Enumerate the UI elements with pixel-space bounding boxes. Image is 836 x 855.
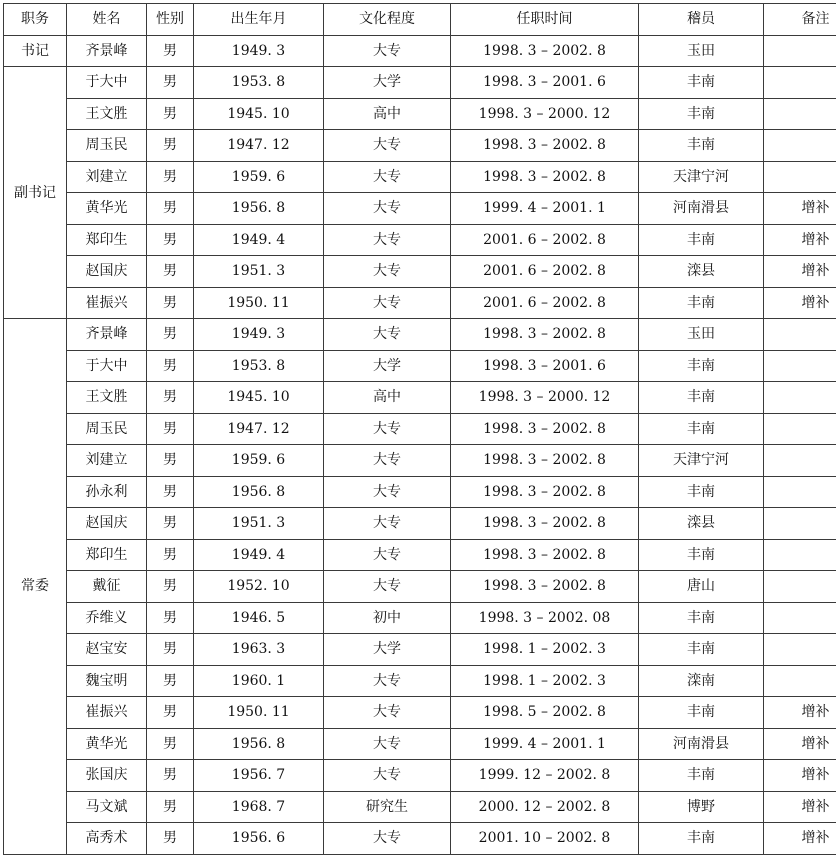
cell-education: 大专 xyxy=(324,760,451,792)
cell-education: 大专 xyxy=(324,224,451,256)
cell-education: 大专 xyxy=(324,256,451,288)
header-gender: 性别 xyxy=(147,4,194,36)
cell-gender: 男 xyxy=(147,728,194,760)
cell-note xyxy=(764,67,836,99)
cell-term: 1998. 3 – 2002. 08 xyxy=(451,602,639,634)
cell-education: 大学 xyxy=(324,67,451,99)
cell-name: 崔振兴 xyxy=(67,697,147,729)
table-header xyxy=(4,4,836,36)
cell-education: 大学 xyxy=(324,634,451,666)
cell-origin: 丰南 xyxy=(639,130,764,162)
cell-education: 高中 xyxy=(324,382,451,414)
cell-birth: 1956. 7 xyxy=(194,760,324,792)
cell-term: 1998. 3 – 2002. 8 xyxy=(451,571,639,603)
cell-origin: 丰南 xyxy=(639,224,764,256)
cell-origin: 滦南 xyxy=(639,665,764,697)
cell-origin: 丰南 xyxy=(639,98,764,130)
cell-term: 1998. 3 – 2001. 6 xyxy=(451,350,639,382)
cell-gender: 男 xyxy=(147,571,194,603)
cell-origin: 丰南 xyxy=(639,67,764,99)
cell-note xyxy=(764,98,836,130)
cell-term: 2000. 12 – 2002. 8 xyxy=(451,791,639,823)
cell-note: 增补 xyxy=(764,791,836,823)
cell-term: 1998. 3 – 2002. 8 xyxy=(451,413,639,445)
cell-note: 增补 xyxy=(764,256,836,288)
cell-gender: 男 xyxy=(147,382,194,414)
cell-origin: 丰南 xyxy=(639,382,764,414)
table-row xyxy=(4,445,836,477)
table-row xyxy=(4,697,836,729)
header-note: 备注 xyxy=(764,4,836,36)
cell-gender: 男 xyxy=(147,760,194,792)
cell-origin: 滦县 xyxy=(639,256,764,288)
cell-education: 大专 xyxy=(324,161,451,193)
table-row xyxy=(4,728,836,760)
cell-term: 2001. 6 – 2002. 8 xyxy=(451,224,639,256)
cell-term: 2001. 10 – 2002. 8 xyxy=(451,823,639,855)
cell-note xyxy=(764,382,836,414)
table-row xyxy=(4,476,836,508)
cell-origin: 丰南 xyxy=(639,602,764,634)
cell-name: 齐景峰 xyxy=(67,319,147,351)
cell-name: 赵宝安 xyxy=(67,634,147,666)
cell-term: 1998. 3 – 2002. 8 xyxy=(451,35,639,67)
table-row xyxy=(4,665,836,697)
cell-education: 大专 xyxy=(324,130,451,162)
cell-note xyxy=(764,413,836,445)
cell-note xyxy=(764,634,836,666)
cell-name: 孙永利 xyxy=(67,476,147,508)
cell-name: 刘建立 xyxy=(67,161,147,193)
cell-note: 增补 xyxy=(764,193,836,225)
cell-gender: 男 xyxy=(147,98,194,130)
cell-birth: 1960. 1 xyxy=(194,665,324,697)
cell-origin: 丰南 xyxy=(639,350,764,382)
cell-term: 1998. 3 – 2002. 8 xyxy=(451,508,639,540)
cell-name: 齐景峰 xyxy=(67,35,147,67)
cell-education: 大专 xyxy=(324,413,451,445)
cell-birth: 1952. 10 xyxy=(194,571,324,603)
cell-name: 崔振兴 xyxy=(67,287,147,319)
header-row xyxy=(4,4,836,36)
cell-gender: 男 xyxy=(147,823,194,855)
cell-name: 于大中 xyxy=(67,350,147,382)
cell-education: 大专 xyxy=(324,319,451,351)
cell-term: 1998. 3 – 2002. 8 xyxy=(451,539,639,571)
cell-origin: 丰南 xyxy=(639,697,764,729)
cell-origin: 丰南 xyxy=(639,413,764,445)
cell-note xyxy=(764,445,836,477)
roster-document xyxy=(3,3,836,855)
header-name: 姓名 xyxy=(67,4,147,36)
cell-gender: 男 xyxy=(147,634,194,666)
cell-origin: 博野 xyxy=(639,791,764,823)
cell-role: 副书记 xyxy=(4,67,67,319)
cell-note xyxy=(764,161,836,193)
cell-birth: 1963. 3 xyxy=(194,634,324,666)
cell-education: 大学 xyxy=(324,350,451,382)
cell-term: 1998. 3 – 2001. 6 xyxy=(451,67,639,99)
cell-term: 1998. 3 – 2000. 12 xyxy=(451,382,639,414)
header-education: 文化程度 xyxy=(324,4,451,36)
cell-name: 魏宝明 xyxy=(67,665,147,697)
cell-term: 2001. 6 – 2002. 8 xyxy=(451,287,639,319)
cell-term: 1998. 3 – 2002. 8 xyxy=(451,130,639,162)
cell-birth: 1956. 6 xyxy=(194,823,324,855)
cell-term: 1999. 12 – 2002. 8 xyxy=(451,760,639,792)
cell-note xyxy=(764,539,836,571)
cell-birth: 1949. 3 xyxy=(194,319,324,351)
cell-name: 王文胜 xyxy=(67,98,147,130)
cell-education: 大专 xyxy=(324,728,451,760)
cell-note: 增补 xyxy=(764,287,836,319)
cell-birth: 1968. 7 xyxy=(194,791,324,823)
cell-name: 赵国庆 xyxy=(67,508,147,540)
cell-name: 戴征 xyxy=(67,571,147,603)
cell-gender: 男 xyxy=(147,602,194,634)
cell-origin: 丰南 xyxy=(639,287,764,319)
table-row xyxy=(4,130,836,162)
cell-gender: 男 xyxy=(147,256,194,288)
cell-birth: 1949. 3 xyxy=(194,35,324,67)
cell-origin: 天津宁河 xyxy=(639,445,764,477)
cell-term: 1999. 4 – 2001. 1 xyxy=(451,728,639,760)
cell-name: 马文斌 xyxy=(67,791,147,823)
cell-term: 1998. 3 – 2002. 8 xyxy=(451,319,639,351)
cell-gender: 男 xyxy=(147,476,194,508)
cell-origin: 丰南 xyxy=(639,476,764,508)
cell-birth: 1959. 6 xyxy=(194,445,324,477)
cell-birth: 1956. 8 xyxy=(194,476,324,508)
cell-gender: 男 xyxy=(147,161,194,193)
cell-education: 大专 xyxy=(324,476,451,508)
table-row xyxy=(4,760,836,792)
cell-note xyxy=(764,35,836,67)
table-row xyxy=(4,98,836,130)
table-row xyxy=(4,791,836,823)
cell-term: 1998. 3 – 2002. 8 xyxy=(451,476,639,508)
cell-name: 赵国庆 xyxy=(67,256,147,288)
cell-name: 郑印生 xyxy=(67,539,147,571)
cell-name: 郑印生 xyxy=(67,224,147,256)
cell-origin: 河南滑县 xyxy=(639,193,764,225)
cell-gender: 男 xyxy=(147,224,194,256)
table-row xyxy=(4,35,836,67)
cell-gender: 男 xyxy=(147,193,194,225)
cell-term: 1998. 3 – 2002. 8 xyxy=(451,161,639,193)
cell-birth: 1950. 11 xyxy=(194,287,324,319)
table-row xyxy=(4,823,836,855)
table-row xyxy=(4,193,836,225)
cell-name: 刘建立 xyxy=(67,445,147,477)
cell-education: 大专 xyxy=(324,35,451,67)
cell-education: 大专 xyxy=(324,539,451,571)
cell-note xyxy=(764,319,836,351)
cell-gender: 男 xyxy=(147,350,194,382)
cell-origin: 滦县 xyxy=(639,508,764,540)
cell-name: 周玉民 xyxy=(67,413,147,445)
cell-education: 研究生 xyxy=(324,791,451,823)
table-body xyxy=(4,35,836,854)
cell-term: 1998. 3 – 2000. 12 xyxy=(451,98,639,130)
cell-gender: 男 xyxy=(147,539,194,571)
roster-table xyxy=(3,3,836,855)
cell-birth: 1951. 3 xyxy=(194,256,324,288)
cell-note xyxy=(764,130,836,162)
table-row xyxy=(4,382,836,414)
table-row xyxy=(4,350,836,382)
table-row xyxy=(4,287,836,319)
cell-birth: 1951. 3 xyxy=(194,508,324,540)
cell-origin: 天津宁河 xyxy=(639,161,764,193)
cell-term: 1998. 3 – 2002. 8 xyxy=(451,445,639,477)
table-row xyxy=(4,571,836,603)
header-origin: 稽员 xyxy=(639,4,764,36)
cell-birth: 1945. 10 xyxy=(194,98,324,130)
cell-education: 大专 xyxy=(324,697,451,729)
cell-name: 乔维义 xyxy=(67,602,147,634)
cell-name: 张国庆 xyxy=(67,760,147,792)
cell-note: 增补 xyxy=(764,697,836,729)
table-row xyxy=(4,256,836,288)
table-row xyxy=(4,634,836,666)
cell-term: 1998. 1 – 2002. 3 xyxy=(451,665,639,697)
cell-gender: 男 xyxy=(147,319,194,351)
cell-role: 常委 xyxy=(4,319,67,855)
cell-note xyxy=(764,602,836,634)
cell-education: 大专 xyxy=(324,445,451,477)
cell-birth: 1953. 8 xyxy=(194,67,324,99)
cell-note xyxy=(764,350,836,382)
cell-gender: 男 xyxy=(147,413,194,445)
table-row xyxy=(4,161,836,193)
table-row xyxy=(4,319,836,351)
cell-origin: 玉田 xyxy=(639,35,764,67)
cell-name: 黄华光 xyxy=(67,193,147,225)
cell-origin: 玉田 xyxy=(639,319,764,351)
cell-gender: 男 xyxy=(147,791,194,823)
cell-birth: 1947. 12 xyxy=(194,130,324,162)
cell-education: 大专 xyxy=(324,665,451,697)
cell-origin: 丰南 xyxy=(639,823,764,855)
table-row xyxy=(4,413,836,445)
header-term: 任职时间 xyxy=(451,4,639,36)
cell-origin: 河南滑县 xyxy=(639,728,764,760)
header-birth: 出生年月 xyxy=(194,4,324,36)
cell-name: 王文胜 xyxy=(67,382,147,414)
cell-gender: 男 xyxy=(147,508,194,540)
cell-term: 1998. 1 – 2002. 3 xyxy=(451,634,639,666)
cell-birth: 1945. 10 xyxy=(194,382,324,414)
table-row xyxy=(4,602,836,634)
cell-note: 增补 xyxy=(764,823,836,855)
cell-note xyxy=(764,571,836,603)
cell-education: 初中 xyxy=(324,602,451,634)
cell-term: 2001. 6 – 2002. 8 xyxy=(451,256,639,288)
cell-name: 黄华光 xyxy=(67,728,147,760)
cell-birth: 1949. 4 xyxy=(194,539,324,571)
cell-gender: 男 xyxy=(147,67,194,99)
cell-gender: 男 xyxy=(147,35,194,67)
cell-note: 增补 xyxy=(764,760,836,792)
cell-name: 于大中 xyxy=(67,67,147,99)
cell-birth: 1956. 8 xyxy=(194,728,324,760)
table-row xyxy=(4,67,836,99)
cell-birth: 1956. 8 xyxy=(194,193,324,225)
cell-note: 增补 xyxy=(764,728,836,760)
cell-birth: 1959. 6 xyxy=(194,161,324,193)
cell-education: 大专 xyxy=(324,193,451,225)
cell-gender: 男 xyxy=(147,445,194,477)
cell-origin: 丰南 xyxy=(639,539,764,571)
cell-gender: 男 xyxy=(147,287,194,319)
cell-note xyxy=(764,508,836,540)
cell-origin: 丰南 xyxy=(639,760,764,792)
cell-education: 大专 xyxy=(324,287,451,319)
cell-birth: 1953. 8 xyxy=(194,350,324,382)
cell-name: 周玉民 xyxy=(67,130,147,162)
cell-birth: 1949. 4 xyxy=(194,224,324,256)
cell-gender: 男 xyxy=(147,665,194,697)
cell-education: 大专 xyxy=(324,571,451,603)
cell-name: 高秀术 xyxy=(67,823,147,855)
cell-gender: 男 xyxy=(147,130,194,162)
cell-birth: 1950. 11 xyxy=(194,697,324,729)
table-row xyxy=(4,508,836,540)
cell-education: 高中 xyxy=(324,98,451,130)
cell-note xyxy=(764,476,836,508)
cell-term: 1998. 5 – 2002. 8 xyxy=(451,697,639,729)
cell-education: 大专 xyxy=(324,823,451,855)
cell-birth: 1947. 12 xyxy=(194,413,324,445)
cell-note xyxy=(764,665,836,697)
table-row xyxy=(4,539,836,571)
cell-note: 增补 xyxy=(764,224,836,256)
cell-role: 书记 xyxy=(4,35,67,67)
cell-origin: 丰南 xyxy=(639,634,764,666)
cell-education: 大专 xyxy=(324,508,451,540)
cell-birth: 1946. 5 xyxy=(194,602,324,634)
cell-gender: 男 xyxy=(147,697,194,729)
header-role: 职务 xyxy=(4,4,67,36)
cell-origin: 唐山 xyxy=(639,571,764,603)
table-row xyxy=(4,224,836,256)
cell-term: 1999. 4 – 2001. 1 xyxy=(451,193,639,225)
